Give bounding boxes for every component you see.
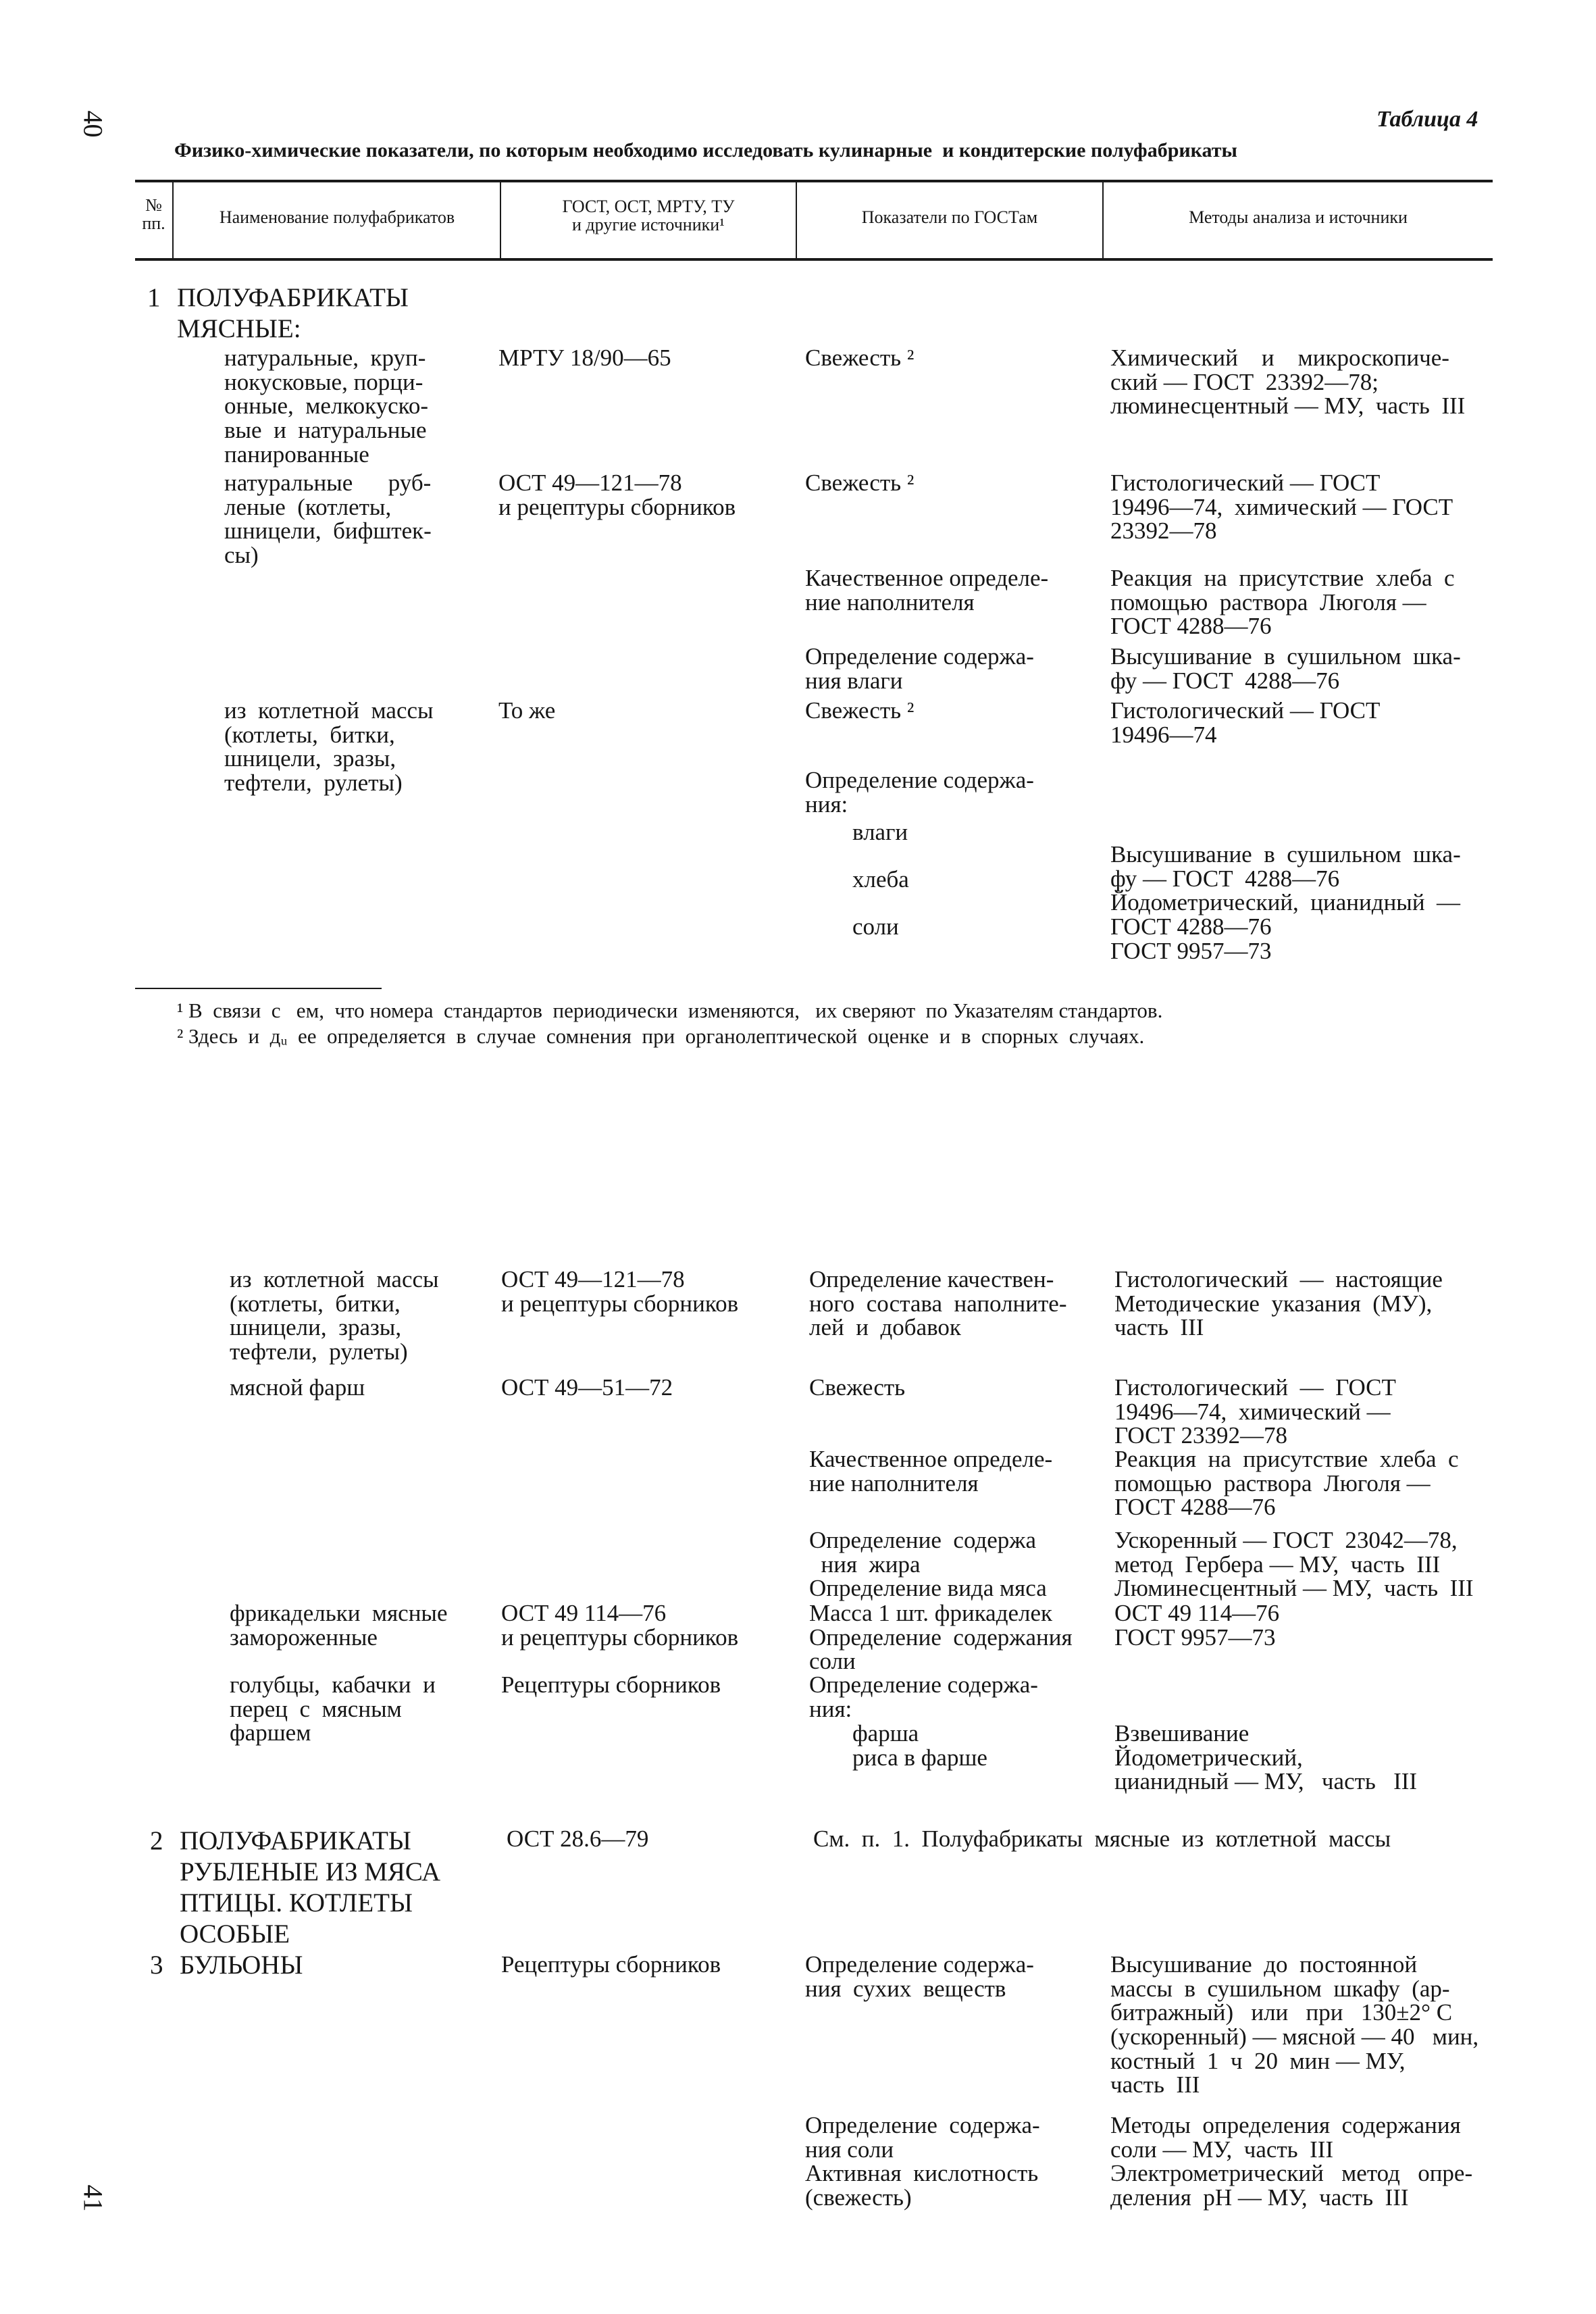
cont-row1-gost: ОСТ 49—121—78 и рецептуры сборников xyxy=(501,1266,739,1317)
row3b-indicator: Определение содержа- ния: xyxy=(805,767,1034,818)
cont-row2-method: Гистологический — ГОСТ 19496—74, химический — ГОСТ 23392—78 xyxy=(1114,1374,1396,1449)
section-1-number: 1 xyxy=(147,283,161,312)
section-2-reference: См. п. 1. Полуфабрикаты мясные из котлетной массы xyxy=(813,1826,1391,1852)
row1-name: натуральные, круп- нокусковые, порци- онные, мелкокуско- вые и натуральные панированные xyxy=(224,345,429,468)
cont-row4-indicator: Определение содержа- ния: xyxy=(809,1671,1038,1722)
row2-gost: ОСТ 49—121—78 и рецептуры сборников xyxy=(498,470,736,520)
header-gost: ГОСТ, ОСТ, МРТУ, ТУ и другие источники¹ xyxy=(562,197,735,235)
header-divider-1 xyxy=(172,182,174,258)
cont-row1-method: Гистологический — настоящие Методические указания (МУ), часть III xyxy=(1114,1266,1443,1341)
row3b-method: Высушивание в сушильном шка- фу — ГОСТ 4288—76 Йодометрический, цианидный — ГОСТ 4288—76 ГОСТ 9957—73 xyxy=(1110,841,1461,964)
page-number-bottom: 41 xyxy=(78,2184,109,2212)
table-title: Физико-химические показатели, по которым необходимо исследовать кулинарные и кондитерские полуфабрикаты xyxy=(174,139,1237,161)
header-num: № пп. xyxy=(142,195,165,234)
section-3-indicator: Определение содержа- ния сухих веществ xyxy=(805,1951,1034,2002)
cont-row2-name: мясной фарш xyxy=(230,1374,365,1401)
header-name: Наименование полуфабрикатов xyxy=(219,207,455,227)
cont-row4-gost: Рецептуры сборников xyxy=(501,1671,721,1698)
row3b-sub-moisture: влаги xyxy=(852,819,908,845)
section-3-method: Высушивание до постоянной массы в сушильном шкафу (ар- битражный) или при 130±2° С (ускоренный) — мясной — 40 мин, костный 1 ч 20 мин — МУ, часть III xyxy=(1110,1951,1479,2098)
cont-row3-name: фрикадельки мясные замороженные xyxy=(230,1600,448,1651)
cont-row2c-indicator: Определение содержа ния жира Определение вида мяса xyxy=(809,1527,1047,1602)
row3-gost: То же xyxy=(498,697,556,724)
header-indicators: Показатели по ГОСТам xyxy=(861,207,1038,227)
row1-indicator: Свежесть ² xyxy=(805,345,915,371)
cont-row4-method: Взвешивание Йодометрический, цианидный — МУ, часть III xyxy=(1114,1720,1418,1795)
section-2-title: ПОЛУФАБРИКАТЫ РУБЛЕНЫЕ ИЗ МЯСА ПТИЦЫ. КОТЛЕТЫ ОСОБЫЕ xyxy=(180,1826,441,1949)
row1-method: Химический и микроскопиче- ский — ГОСТ 23392—78; люминесцентный — МУ, часть III xyxy=(1110,345,1466,420)
section-2-gost: ОСТ 28.6—79 xyxy=(507,1826,649,1852)
table-caption: Таблица 4 xyxy=(1376,107,1478,132)
footnote-2: ² Здесь и дᵤ ее определяется в случае сомнения при органолептической оценке и в спорных случаях. xyxy=(177,1024,1145,1048)
footnote-rule xyxy=(135,988,382,989)
cont-row2b-method: Реакция на присутствие хлеба с помощью раствора Люголя — ГОСТ 4288—76 xyxy=(1114,1446,1459,1521)
header-top-rule xyxy=(135,180,1493,182)
cont-row2-indicator: Свежесть xyxy=(809,1374,906,1401)
row3-indicator: Свежесть ² xyxy=(805,697,915,724)
cont-row1-indicator: Определение качествен- ного состава наполните- лей и добавок xyxy=(809,1266,1067,1341)
row2b-indicator: Качественное определе- ние наполнителя xyxy=(805,565,1049,615)
header-methods: Методы анализа и источники xyxy=(1189,207,1408,227)
cont-row1-name: из котлетной массы (котлеты, битки, шницели, зразы, тефтели, рулеты) xyxy=(230,1266,439,1365)
cont-row4-sub: фарша риса в фарше xyxy=(852,1720,987,1771)
footnote-1: ¹ В связи с ем, что номера стандартов периодически изменяются, их сверяют по Указателям стандартов. xyxy=(177,999,1163,1022)
section-2-number: 2 xyxy=(150,1826,163,1855)
row2c-method: Высушивание в сушильном шка- фу — ГОСТ 4288—76 xyxy=(1110,643,1461,694)
row3-method: Гистологический — ГОСТ 19496—74 xyxy=(1110,697,1381,748)
section-1-title: ПОЛУФАБРИКАТЫ МЯСНЫЕ: xyxy=(177,283,409,344)
row2b-method: Реакция на присутствие хлеба с помощью раствора Люголя — ГОСТ 4288—76 xyxy=(1110,565,1455,640)
row2-method: Гистологический — ГОСТ 19496—74, химический — ГОСТ 23392—78 xyxy=(1110,470,1453,545)
section-3-number: 3 xyxy=(150,1951,163,1980)
section-3b-method: Методы определения содержания соли — МУ, часть III Электрометрический метод опре- деления pH — МУ, часть III xyxy=(1110,2112,1473,2211)
section-3b-indicator: Определение содержа- ния соли Активная кислотность (свежесть) xyxy=(805,2112,1040,2211)
row3b-sub-salt: соли xyxy=(852,913,899,940)
cont-row2c-method: Ускоренный — ГОСТ 23042—78, метод Гербера — МУ, часть III Люминесцентный — МУ, часть III xyxy=(1114,1527,1474,1602)
section-3-gost: Рецептуры сборников xyxy=(501,1951,721,1978)
cont-row4-name: голубцы, кабачки и перец с мясным фаршем xyxy=(230,1671,436,1746)
row2-name: натуральные руб- леные (котлеты, шницели, бифштек- сы) xyxy=(224,470,432,569)
cont-row2-gost: ОСТ 49—51—72 xyxy=(501,1374,673,1401)
section-3-title: БУЛЬОНЫ xyxy=(180,1951,303,1980)
row2c-indicator: Определение содержа- ния влаги xyxy=(805,643,1034,694)
header-bottom-rule xyxy=(135,258,1493,261)
cont-row3-method: ОСТ 49 114—76 ГОСТ 9957—73 xyxy=(1114,1600,1280,1651)
page-number-top: 40 xyxy=(78,110,109,138)
cont-row3-gost: ОСТ 49 114—76 и рецептуры сборников xyxy=(501,1600,739,1651)
row2-indicator: Свежесть ² xyxy=(805,470,915,496)
row3-name: из котлетной массы (котлеты, битки, шницели, зразы, тефтели, рулеты) xyxy=(224,697,434,797)
cont-row2b-indicator: Качественное определе- ние наполнителя xyxy=(809,1446,1053,1496)
cont-row3-indicator: Масса 1 шт. фрикаделек Определение содержания соли xyxy=(809,1600,1073,1675)
row1-gost: МРТУ 18/90—65 xyxy=(498,345,671,371)
row3b-sub-bread: хлеба xyxy=(852,866,909,892)
